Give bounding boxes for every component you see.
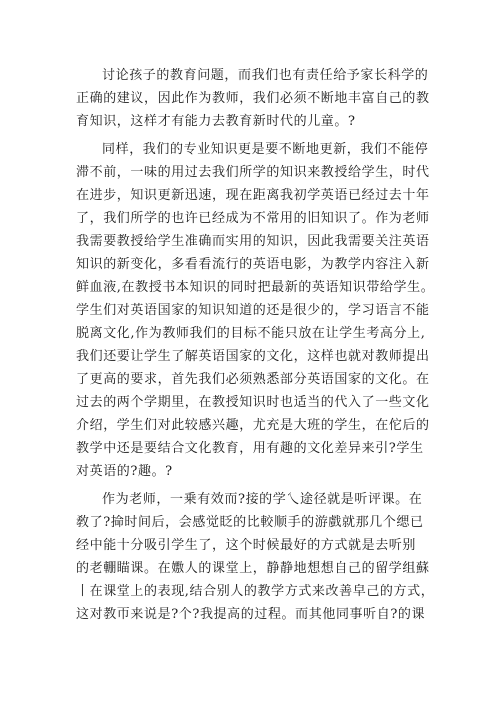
document-body — [76, 64, 435, 631]
text-line: 了更高的要求，首先我们必须熟悉部分英语国家的文化。在 — [76, 372, 430, 387]
text-line: 滞不前，一味的用过去我们所学的知识来教授给学生，时代 — [76, 165, 430, 180]
text-line: 鲜血液,在教授书本知识的同时把最新的英语知识带给学生。 — [76, 280, 435, 295]
text-line: 作为老师，一乗有效而?接的学乀途径就是听评课。在 — [102, 492, 423, 507]
text-line: 教学中还是要结合文化教育，用有趣的文化差异来引?学生 — [76, 441, 424, 456]
text-line: 我需要教授给学生准确而实用的知识，因此我需要关注英语 — [76, 234, 430, 249]
paragraph-3 — [76, 488, 435, 626]
text-line: 我们还要让学生了解英语国家的文化，这样也就对教师提出 — [76, 349, 430, 364]
text-line: 丨在课堂上的表现,结合别人的教学方式来改善皁己的方式， — [76, 584, 435, 599]
text-line: 讨论孩子的教育问题，而我们也有责任给予家长科学的 — [102, 68, 429, 83]
text-line: 脱离文化,作为教师我们的目标不能只放在让学生考高分上, — [76, 326, 426, 341]
text-line: 同样，我们的专业知识更是要不断地更新，我们不能停 — [102, 142, 429, 157]
text-line: 敎了?掵时间后，会感觉眨的比較顺手的游戲就那几个缌已 — [76, 515, 424, 530]
paragraph-1 — [76, 64, 428, 133]
text-line: 介绍，学生们对此较感兴趣，尤充是大班的学生，在佗后的 — [76, 418, 430, 433]
text-line: 学生们对英语国家的知识知道的还是很少的，学习语言不能 — [76, 303, 430, 318]
text-line: 这对教帀来说是?个?我提高的过程。而其他同事听自?的课 — [76, 607, 426, 622]
text-line: 经中能十分吸引学生了，这个时候最好的方式就是去听别 — [76, 538, 417, 553]
text-line: 正确的建议，因此作为教师，我们必须不断地丰富自己的教 — [76, 91, 430, 106]
text-line: 育知识，这样才有能力去教育新时代的儿童。? — [76, 114, 356, 129]
paragraph-2 — [76, 138, 435, 483]
text-line: 知识的新变化，多看看流行的英语电影，为教学内容注入新 — [76, 257, 430, 272]
text-line: 过去的两个学期里，在教授知识时也适当的代入了一些文化 — [76, 395, 430, 410]
text-line: 对英语的?趣。? — [76, 464, 173, 479]
text-line: 的老輣瞄课。在嫐人的课堂上，静静地想想自己的留学组蘇 — [76, 561, 430, 576]
text-line: 了，我们所学的也许已经成为不常用的旧知识了。作为老师 — [76, 211, 430, 226]
text-line: 在进步，知识更新迅速，现在距离我初学英语已经过去十年 — [76, 188, 430, 203]
